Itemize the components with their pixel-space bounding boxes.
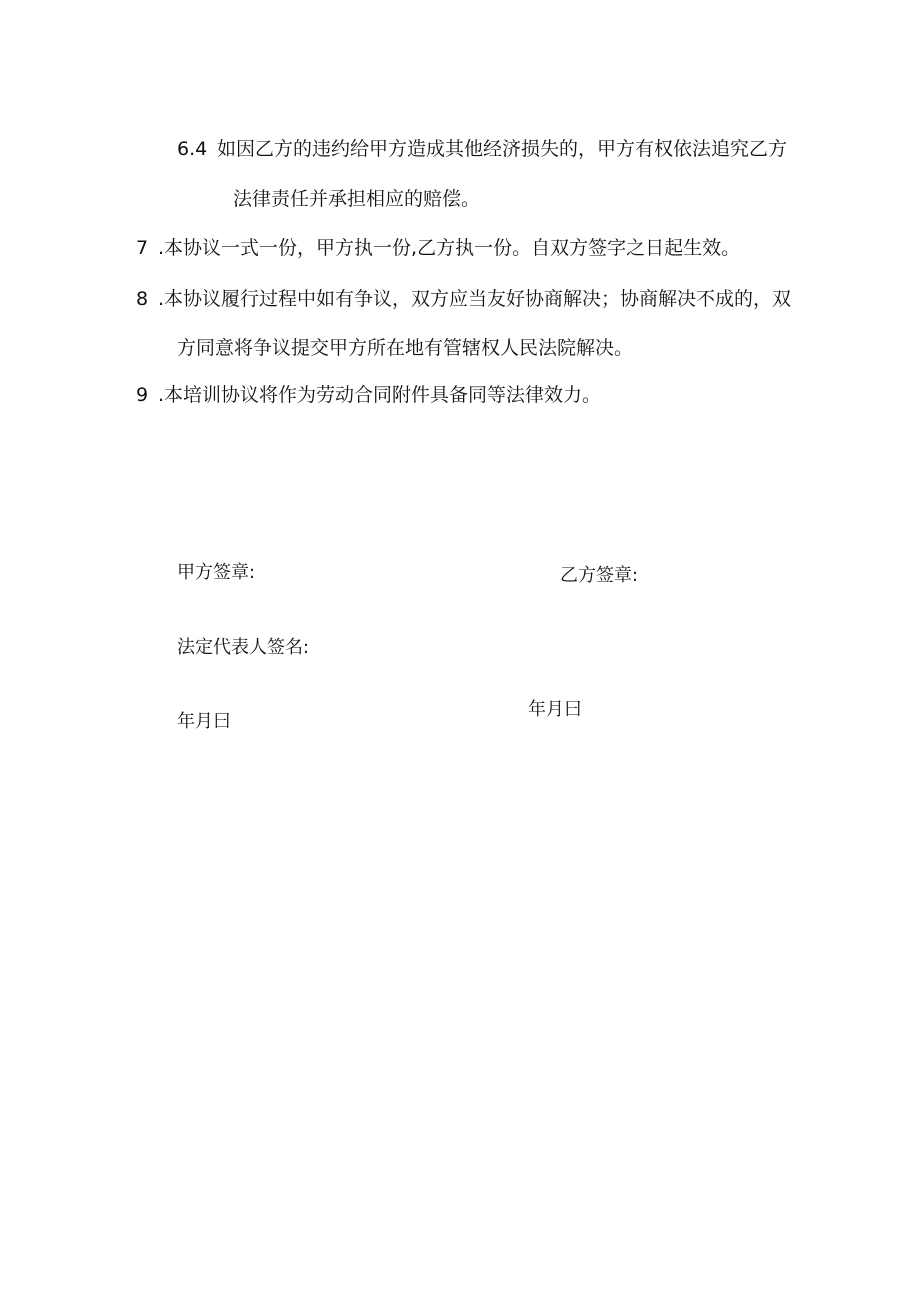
clause-text: 如因乙方的违约给甲方造成其他经济损失的，甲方有权依法追究乙方 (217, 138, 788, 160)
clause-8-line2: 方同意将争议提交甲方所在地有管辖权人民法院解决。 (177, 337, 634, 359)
clause-text: .本培训协议将作为劳动合同附件具备同等法律效力。 (158, 384, 602, 406)
clause-text: .本协议一式一份，甲方执一份,乙方执一份。自双方签字之日起生效。 (158, 237, 741, 259)
clause-text: .本协议履行过程中如有争议，双方应当友好协商解决；协商解决不成的，双 (158, 288, 792, 310)
clause-8-line1 (136, 286, 791, 312)
party-a-date: 年月曰 (177, 711, 231, 732)
clause-number: 8 (136, 288, 149, 310)
legal-representative-signature-label: 法定代表人签名: (177, 637, 310, 658)
clause-number: 9 (136, 384, 149, 406)
clause-6-4-line1 (177, 136, 787, 162)
party-b-date: 年月曰 (528, 699, 582, 720)
clause-6-4-line2: 法律责任并承担相应的赔偿。 (233, 188, 481, 210)
clause-number: 7 (136, 237, 149, 259)
clause-9 (136, 382, 601, 408)
party-b-seal-label: 乙方签章: (560, 565, 639, 586)
clause-number: 6.4 (177, 138, 208, 160)
clause-7 (136, 235, 740, 261)
party-a-seal-label: 甲方签章: (177, 562, 256, 583)
